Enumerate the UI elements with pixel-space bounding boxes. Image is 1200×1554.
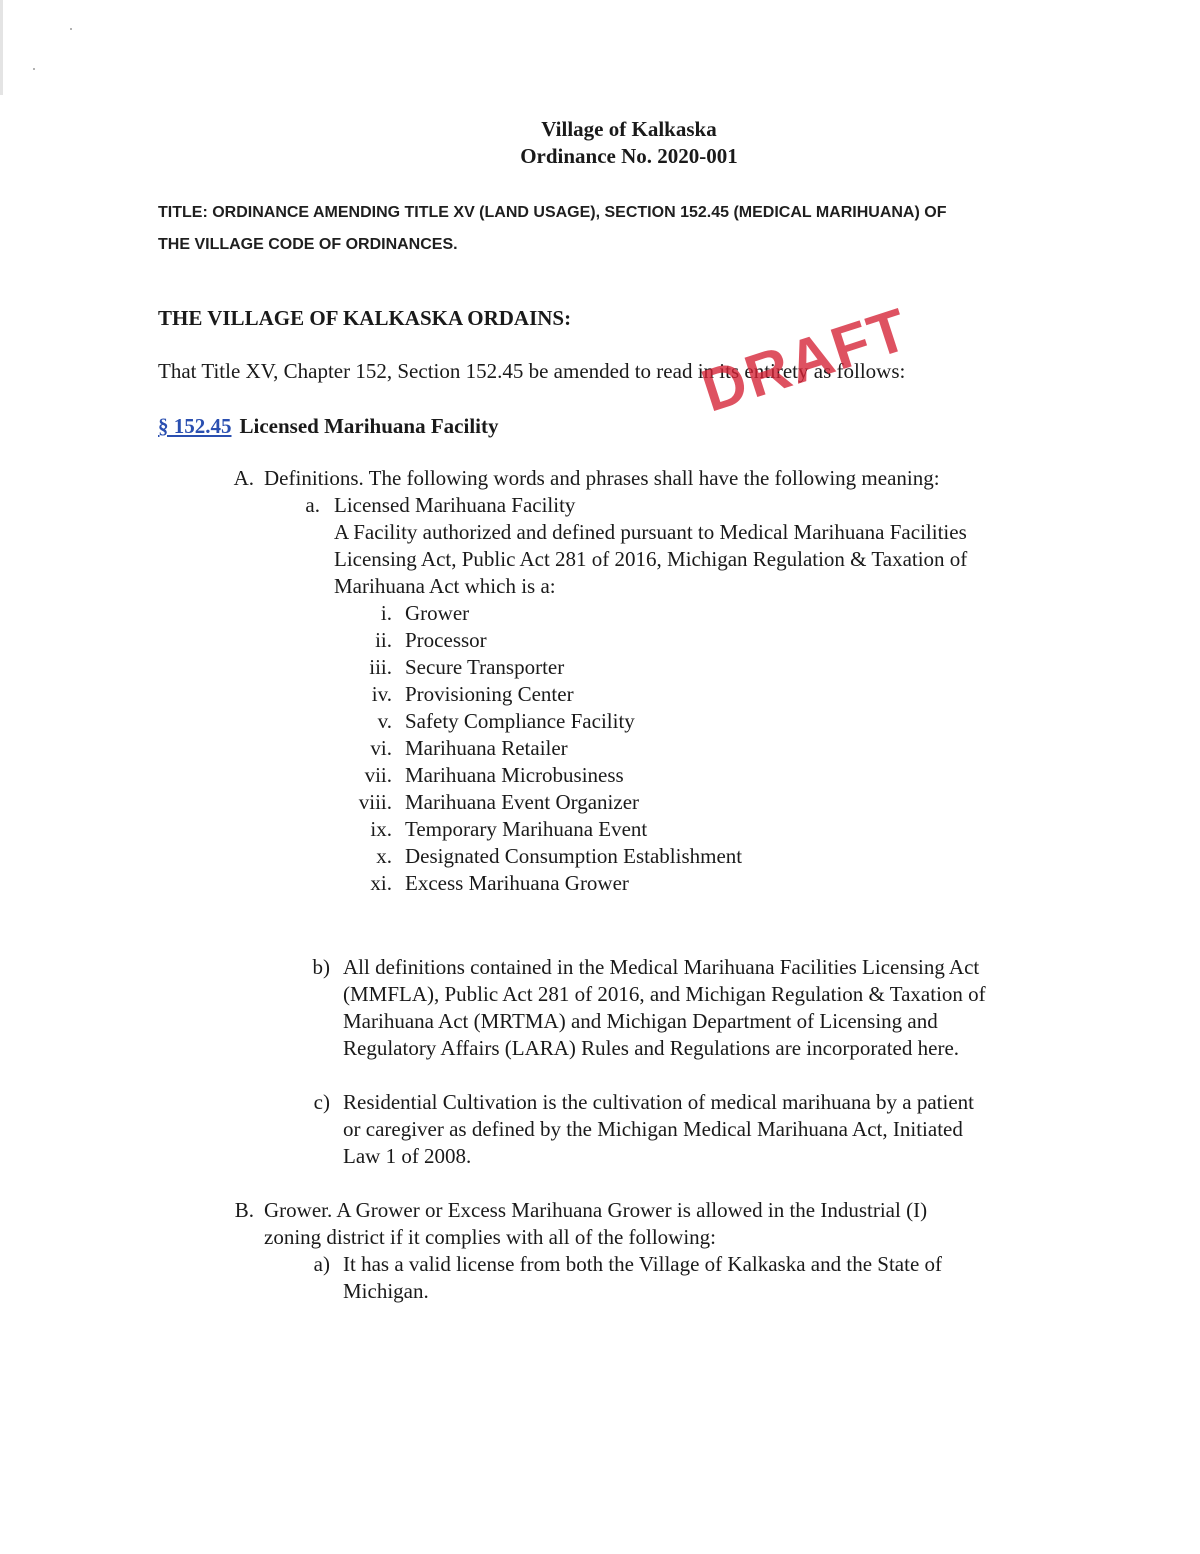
definition-c-line: or caregiver as defined by the Michigan Medical Marihuana Act, Initiated (343, 1117, 963, 1141)
section-title: Licensed Marihuana Facility (239, 414, 499, 438)
facility-type-label: Designated Consumption Establishment (405, 844, 743, 868)
facility-type-label: Temporary Marihuana Event (405, 817, 648, 841)
ordains-heading: THE VILLAGE OF KALKASKA ORDAINS: (158, 306, 572, 330)
definition-b-line: Regulatory Affairs (LARA) Rules and Regulations are incorporated here. (343, 1036, 960, 1060)
facility-type-marker: v. (377, 709, 392, 733)
ordinance-title (158, 197, 1088, 261)
document-heading (0, 116, 1200, 170)
facility-type-marker: iii. (369, 655, 392, 679)
definition-b-line: (MMFLA), Public Act 281 of 2016, and Michigan Regulation & Taxation of (343, 982, 986, 1006)
facility-type-label: Processor (405, 628, 487, 652)
facility-type-marker: viii. (358, 790, 392, 814)
grower-a-marker: a) (313, 1252, 330, 1276)
grower-line: Grower. A Grower or Excess Marihuana Grower is allowed in the Industrial (I) (264, 1198, 928, 1222)
definition-b-marker: b) (312, 955, 330, 979)
facility-type-label: Provisioning Center (405, 682, 574, 706)
facility-type-label: Secure Transporter (405, 655, 565, 679)
definition-c-line: Law 1 of 2008. (343, 1144, 472, 1168)
scan-edge-shadow (0, 0, 3, 95)
facility-type-label: Excess Marihuana Grower (405, 871, 629, 895)
definition-c-marker: c) (313, 1090, 330, 1114)
definition-c-line: Residential Cultivation is the cultivation of medical marihuana by a patient (343, 1090, 975, 1114)
facility-type-marker: x. (376, 844, 392, 868)
title-line-1: TITLE: ORDINANCE AMENDING TITLE XV (LAND USAGE), SECTION 152.45 (MEDICAL MARIHUANA) OF (158, 204, 947, 221)
facility-type-marker: vii. (364, 763, 392, 787)
scan-speck (33, 68, 35, 70)
grower-marker: B. (234, 1198, 254, 1222)
definition-a-line: Licensing Act, Public Act 281 of 2016, Michigan Regulation & Taxation of (334, 547, 968, 571)
definition-a-marker: a. (305, 493, 320, 517)
heading-ordinance-number: Ordinance No. 2020-001 (520, 144, 738, 168)
definitions-marker: A. (233, 466, 254, 490)
facility-type-label: Marihuana Microbusiness (405, 763, 624, 787)
grower-a-line: It has a valid license from both the Village of Kalkaska and the State of (343, 1252, 943, 1276)
facility-type-marker: iv. (371, 682, 392, 706)
grower-line: zoning district if it complies with all of the following: (264, 1225, 717, 1249)
title-line-2: THE VILLAGE CODE OF ORDINANCES. (158, 236, 458, 253)
amend-statement: That Title XV, Chapter 152, Section 152.45 be amended to read in its entirety as follows: (158, 359, 906, 383)
scan-speck (70, 28, 72, 30)
facility-type-marker: vi. (370, 736, 392, 760)
grower-a-line: Michigan. (343, 1279, 429, 1303)
definition-a-line: Marihuana Act which is a: (334, 574, 556, 598)
facility-type-label: Safety Compliance Facility (405, 709, 635, 733)
facility-type-marker: ix. (370, 817, 392, 841)
definition-a-term: Licensed Marihuana Facility (334, 493, 576, 517)
definition-a-line: A Facility authorized and defined pursuant to Medical Marihuana Facilities (334, 520, 967, 544)
section-number-link[interactable]: § 152.45 (158, 414, 232, 438)
facility-type-marker: i. (380, 601, 392, 625)
facility-type-label: Marihuana Event Organizer (405, 790, 640, 814)
definition-b-line: Marihuana Act (MRTMA) and Michigan Department of Licensing and (343, 1009, 938, 1033)
facility-type-label: Marihuana Retailer (405, 736, 568, 760)
facility-type-marker: ii. (375, 628, 392, 652)
definitions-intro: Definitions. The following words and phrases shall have the following meaning: (264, 466, 940, 490)
draft-stamp: DRAFT (693, 295, 918, 425)
facility-type-label: Grower (405, 601, 470, 625)
facility-type-marker: xi. (370, 871, 392, 895)
section-heading (158, 412, 499, 440)
heading-village: Village of Kalkaska (541, 117, 717, 141)
definition-b-line: All definitions contained in the Medical Marihuana Facilities Licensing Act (343, 955, 980, 979)
